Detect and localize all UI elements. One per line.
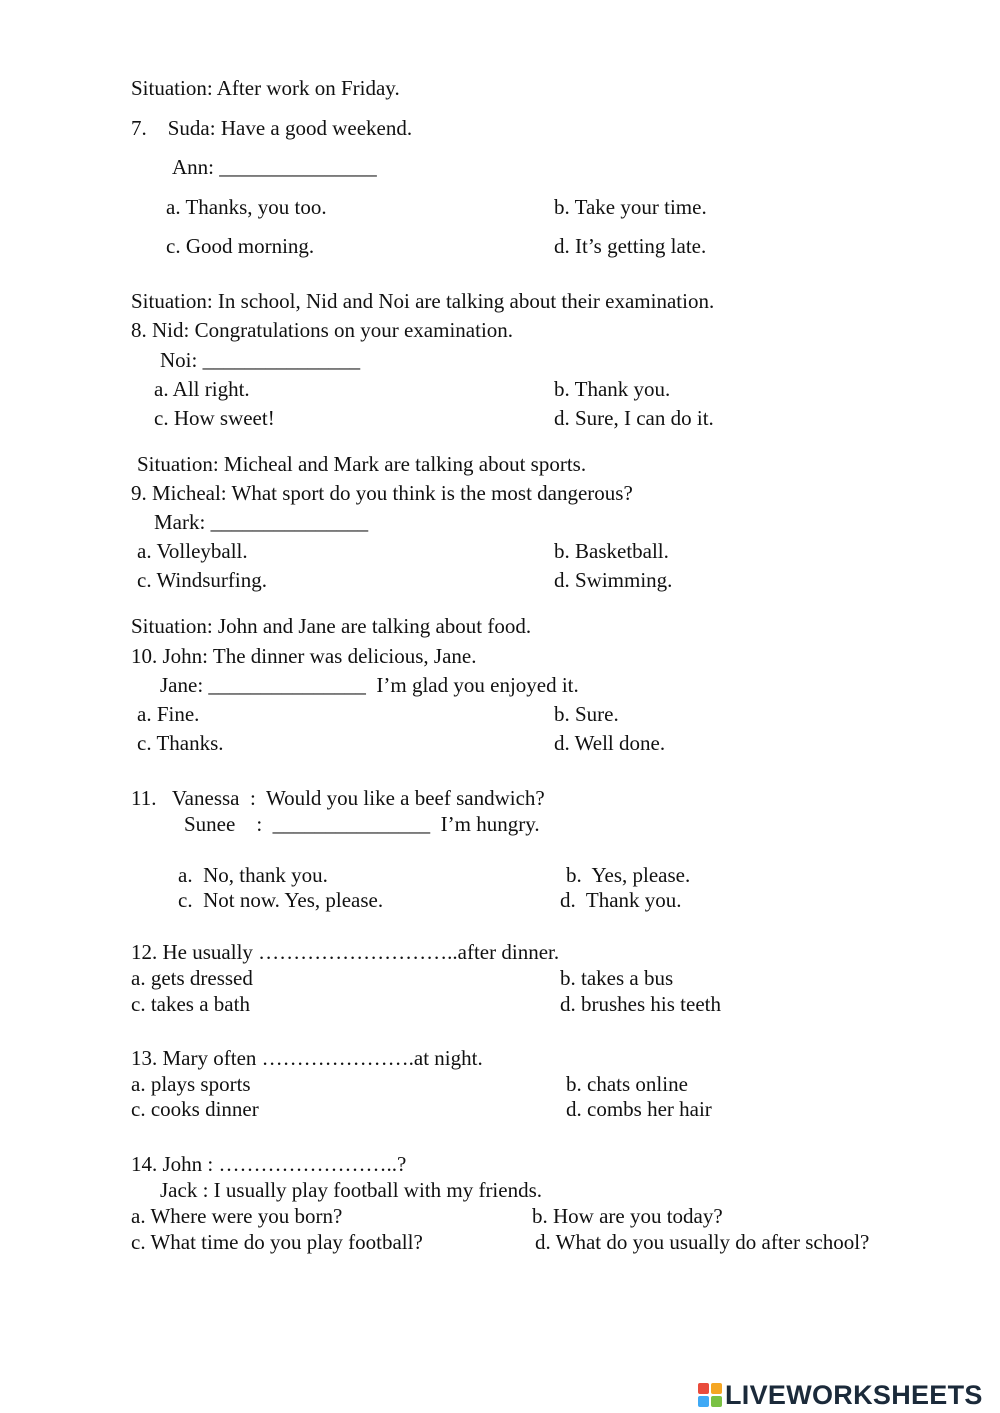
option-14c[interactable]: c. What time do you play football?: [131, 1230, 423, 1254]
option-14a[interactable]: a. Where were you born?: [131, 1204, 343, 1228]
reply-14: Jack : I usually play football with my friends.: [160, 1178, 543, 1202]
option-11b[interactable]: b. Yes, please.: [566, 863, 691, 887]
question-10: 10. John: The dinner was delicious, Jane.: [131, 644, 477, 668]
option-9d[interactable]: d. Swimming.: [554, 568, 673, 592]
liveworksheets-logo-icon: [698, 1383, 722, 1407]
option-10c[interactable]: c. Thanks.: [137, 731, 224, 755]
question-14: 14. John : ……………………..?: [131, 1152, 407, 1176]
option-7a[interactable]: a. Thanks, you too.: [166, 195, 327, 219]
logo-square: [711, 1383, 722, 1394]
situation-8: Situation: In school, Nid and Noi are talking about their examination.: [131, 289, 715, 313]
option-12d[interactable]: d. brushes his teeth: [560, 992, 721, 1016]
option-8c[interactable]: c. How sweet!: [154, 406, 275, 430]
option-11a[interactable]: a. No, thank you.: [178, 863, 328, 887]
option-8b[interactable]: b. Thank you.: [554, 377, 671, 401]
option-11c[interactable]: c. Not now. Yes, please.: [178, 888, 384, 912]
option-13d[interactable]: d. combs her hair: [566, 1097, 712, 1121]
question-11: 11. Vanessa : Would you like a beef sandwich?: [131, 786, 545, 810]
option-14d[interactable]: d. What do you usually do after school?: [535, 1230, 870, 1254]
option-13b[interactable]: b. chats online: [566, 1072, 688, 1096]
option-8a[interactable]: a. All right.: [154, 377, 250, 401]
option-10b[interactable]: b. Sure.: [554, 702, 619, 726]
option-9c[interactable]: c. Windsurfing.: [137, 568, 267, 592]
option-7d[interactable]: d. It’s getting late.: [554, 234, 707, 258]
reply-7: Ann: _______________: [172, 155, 377, 179]
question-9: 9. Micheal: What sport do you think is the most dangerous?: [131, 481, 633, 505]
option-9b[interactable]: b. Basketball.: [554, 539, 669, 563]
option-14b[interactable]: b. How are you today?: [532, 1204, 723, 1228]
option-13a[interactable]: a. plays sports: [131, 1072, 251, 1096]
logo-text: LIVEWORKSHEETS: [725, 1379, 983, 1410]
logo-square: [711, 1396, 722, 1407]
option-9a[interactable]: a. Volleyball.: [137, 539, 248, 563]
situation-10: Situation: John and Jane are talking about food.: [131, 614, 532, 638]
option-12a[interactable]: a. gets dressed: [131, 966, 253, 990]
question-7: 7. Suda: Have a good weekend.: [131, 116, 413, 140]
reply-9: Mark: _______________: [154, 510, 369, 534]
option-8d[interactable]: d. Sure, I can do it.: [554, 406, 714, 430]
question-12: 12. He usually ………………………..after dinner.: [131, 940, 560, 964]
situation-9: Situation: Micheal and Mark are talking about sports.: [137, 452, 587, 476]
reply-8: Noi: _______________: [160, 348, 361, 372]
logo-square: [698, 1383, 709, 1394]
reply-10: Jane: _______________ I’m glad you enjoyed it.: [160, 673, 579, 697]
logo-square: [698, 1396, 709, 1407]
reply-11: Sunee : _______________ I’m hungry.: [184, 812, 540, 836]
option-7b[interactable]: b. Take your time.: [554, 195, 707, 219]
option-12c[interactable]: c. takes a bath: [131, 992, 250, 1016]
option-10d[interactable]: d. Well done.: [554, 731, 666, 755]
option-12b[interactable]: b. takes a bus: [560, 966, 674, 990]
option-11d[interactable]: d. Thank you.: [560, 888, 682, 912]
situation-7: Situation: After work on Friday.: [131, 76, 400, 100]
option-13c[interactable]: c. cooks dinner: [131, 1097, 259, 1121]
question-8: 8. Nid: Congratulations on your examination.: [131, 318, 514, 342]
liveworksheets-logo: [698, 1378, 983, 1412]
question-13: 13. Mary often ………………….at night.: [131, 1046, 483, 1070]
option-7c[interactable]: c. Good morning.: [166, 234, 315, 258]
option-10a[interactable]: a. Fine.: [137, 702, 200, 726]
